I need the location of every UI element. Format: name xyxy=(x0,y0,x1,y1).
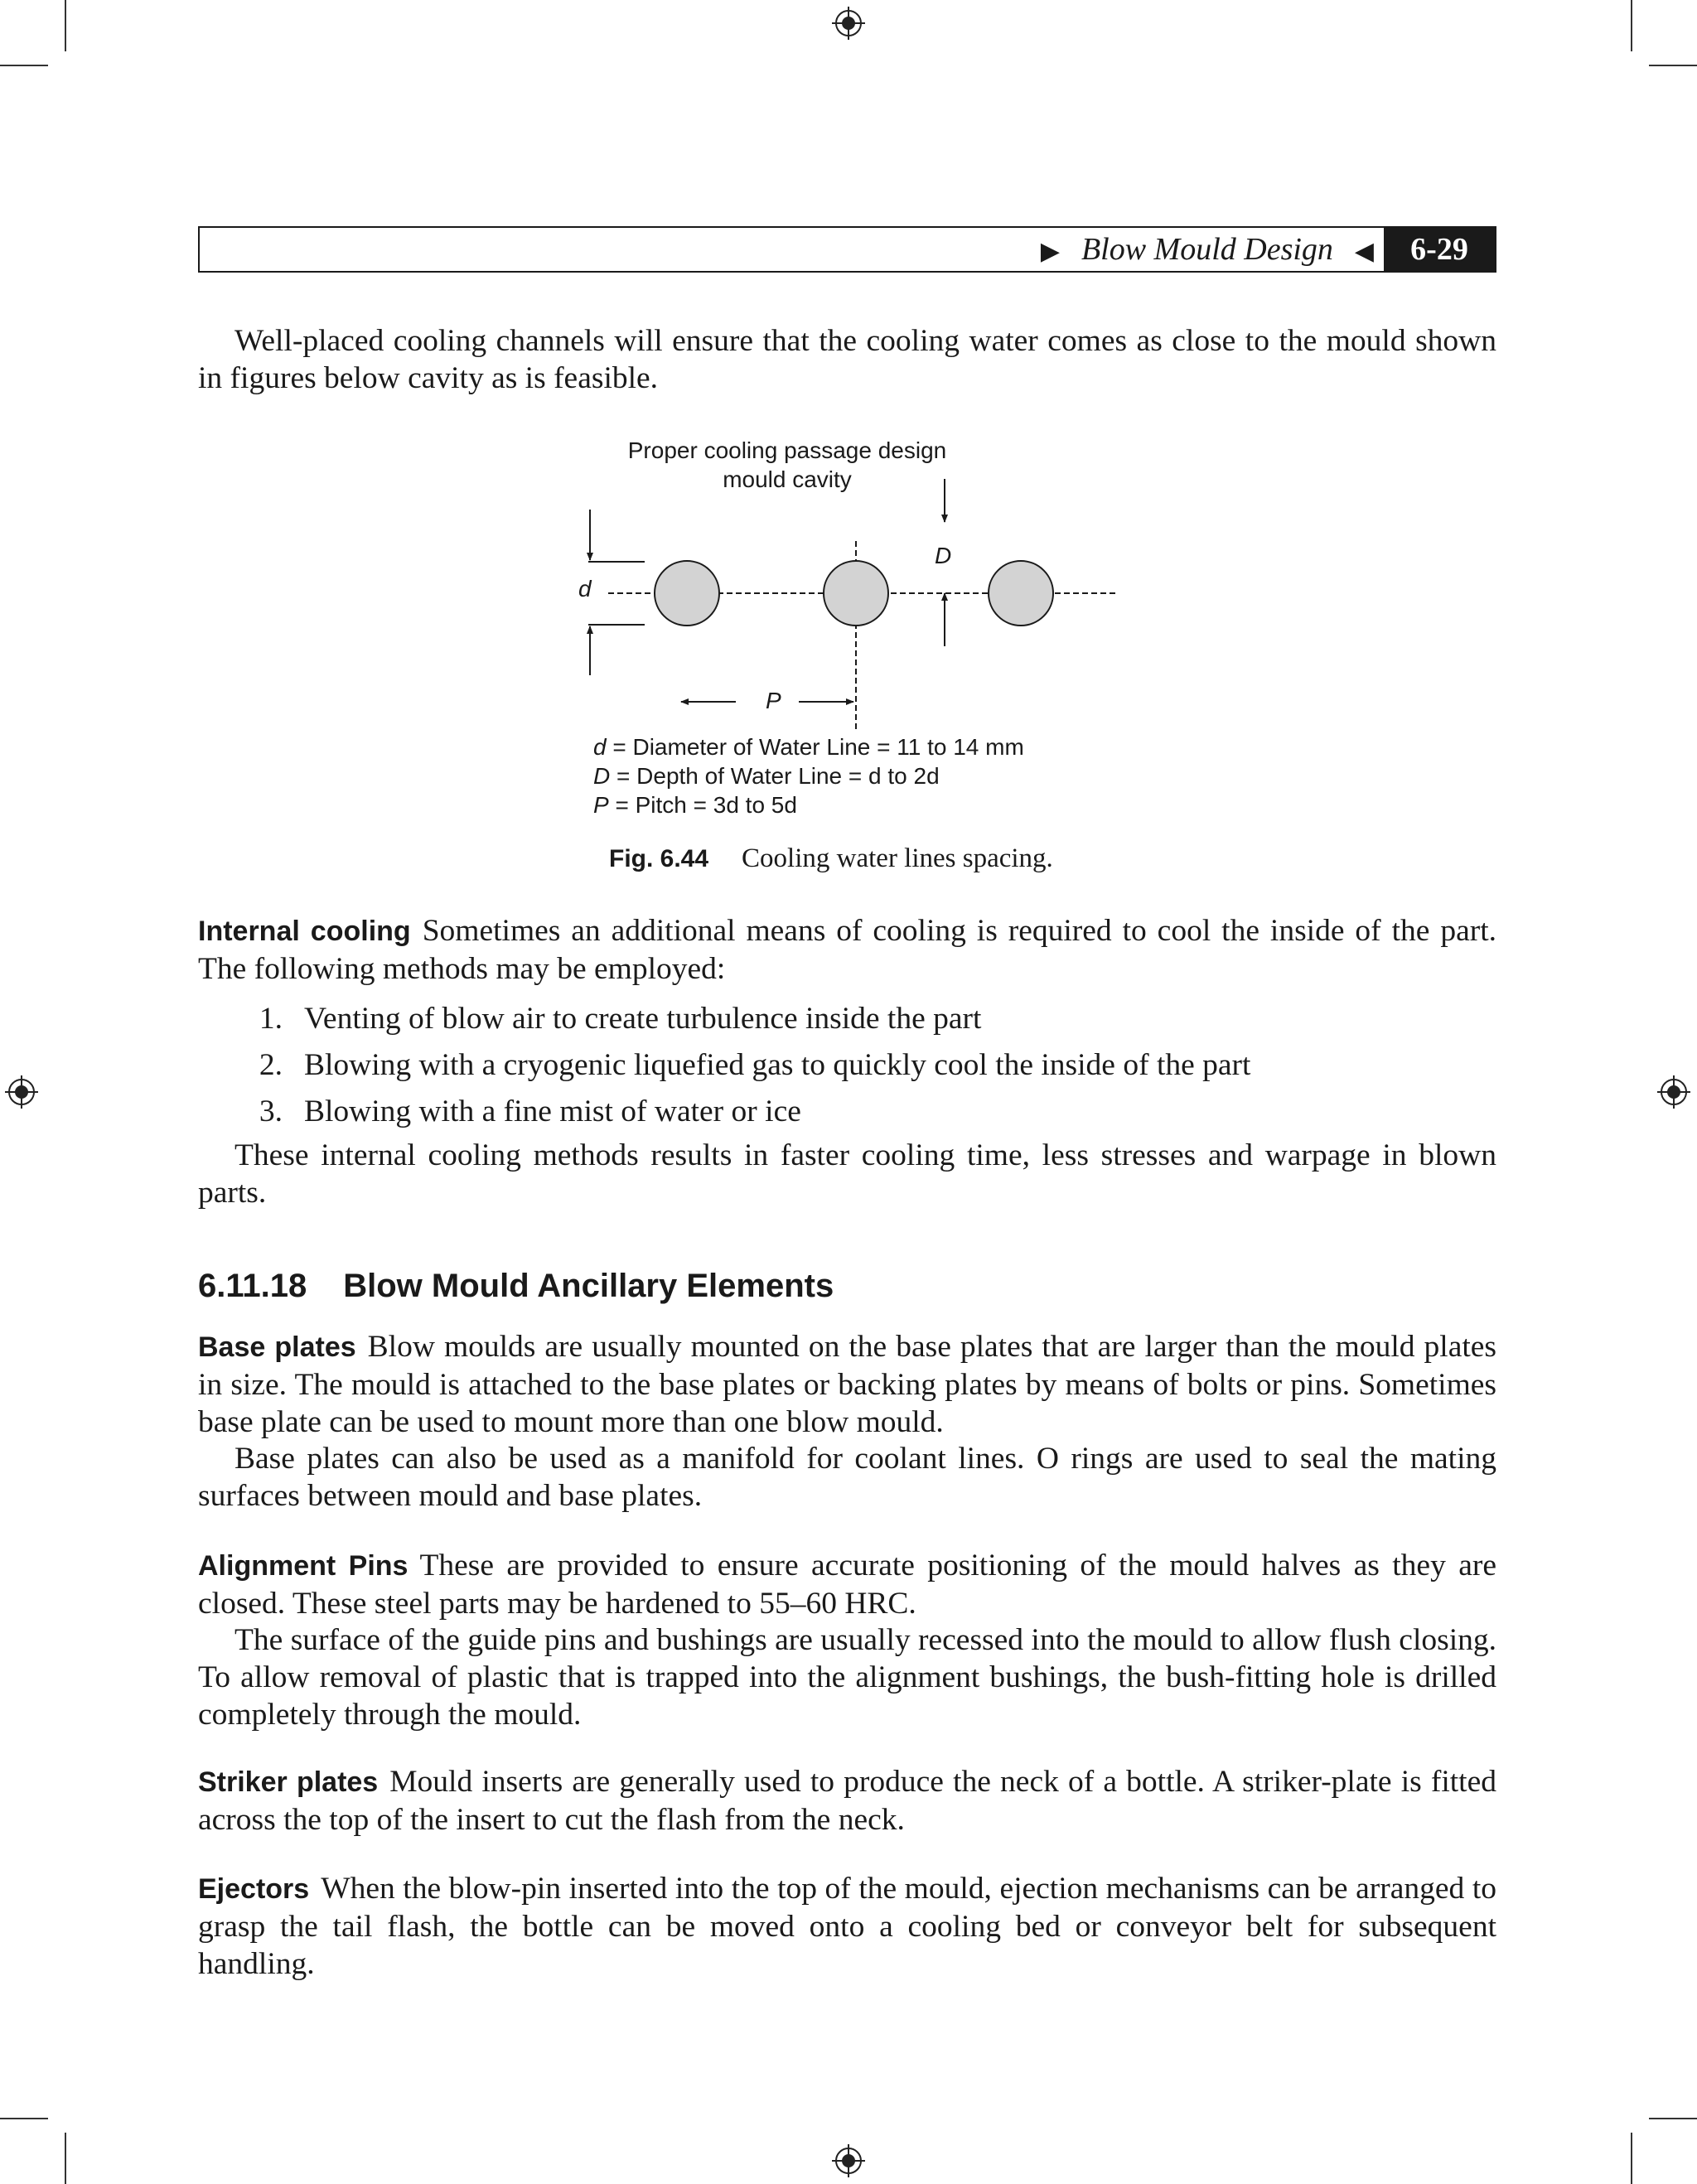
alignment-pins-heading: Alignment Pins xyxy=(198,1550,409,1582)
legend-symbol: P xyxy=(593,792,609,818)
ejectors-paragraph xyxy=(198,1870,1496,1983)
legend-symbol: d xyxy=(593,734,607,760)
figure-title-line1: Proper cooling passage design xyxy=(627,437,947,463)
internal-cooling-closing: These internal cooling methods results in faster cooling time, less stresses and warpage in blown parts. xyxy=(198,1138,1496,1210)
crop-mark xyxy=(1649,2118,1697,2119)
registration-mark-icon xyxy=(3,1074,40,1110)
alignment-pins-paragraph-2: The surface of the guide pins and bushings are usually recessed into the mould to allow flush closing. To allow removal of plastic that is trapped into the alignment bushings, the bush-fitting hole is drilled completely through the mould. xyxy=(198,1623,1496,1732)
section-number: 6.11.18 xyxy=(198,1268,307,1304)
water-line-circle xyxy=(824,561,888,626)
internal-cooling-list xyxy=(198,996,1496,1135)
legend-symbol: D xyxy=(593,763,611,789)
crop-mark xyxy=(0,2118,48,2119)
base-plates-heading: Base plates xyxy=(198,1331,356,1363)
running-header xyxy=(198,226,1496,273)
figure-legend xyxy=(593,732,1024,819)
legend-line xyxy=(593,790,1024,819)
label-D: D xyxy=(935,543,952,568)
list-number: 1. xyxy=(259,1002,283,1036)
section-heading xyxy=(198,1268,834,1305)
ejectors-heading: Ejectors xyxy=(198,1873,310,1905)
striker-plates-heading: Striker plates xyxy=(198,1766,379,1798)
list-item xyxy=(198,1089,1496,1135)
crop-mark xyxy=(1649,65,1697,66)
crop-mark xyxy=(65,2133,66,2184)
ejectors-text: When the blow-pin inserted into the top of the mould, ejection mechanisms can be arranged to grasp the tail flash, the bottle can be moved onto a cooling bed or conveyor belt for subsequent handling. xyxy=(198,1872,1496,1981)
legend-line xyxy=(593,732,1024,761)
legend-text: = Depth of Water Line = d to 2d xyxy=(610,763,940,789)
striker-plates-paragraph xyxy=(198,1763,1496,1839)
label-d: d xyxy=(578,576,592,602)
internal-cooling-text: Sometimes an additional means of cooling is required to cool the inside of the part. The following methods may be employed: xyxy=(198,914,1496,986)
list-text: Venting of blow air to create turbulence inside the part xyxy=(304,1002,982,1036)
list-number: 3. xyxy=(259,1094,283,1128)
crop-mark xyxy=(0,65,48,66)
legend-text: = Pitch = 3d to 5d xyxy=(608,792,797,818)
alignment-pins-text: These are provided to ensure accurate positioning of the mould halves as they are closed. These steel parts may be hardened to 55–60 HRC. xyxy=(198,1549,1496,1621)
alignment-pins-paragraph xyxy=(198,1547,1496,1622)
registration-mark-icon xyxy=(1656,1074,1692,1110)
water-line-circle xyxy=(655,561,719,626)
left-triangle-icon: ◀ xyxy=(1354,238,1374,265)
figure-number: Fig. 6.44 xyxy=(609,845,709,872)
page-number: 6-29 xyxy=(1384,228,1495,271)
base-plates-text: Blow moulds are usually mounted on the base plates that are larger than the mould plates in size. The mould is attached to the base plates or backing plates by means of bolts or pins. Sometimes base plate can be used to mount more than one blow mould. xyxy=(198,1330,1496,1439)
base-plates-paragraph xyxy=(198,1328,1496,1441)
list-text: Blowing with a cryogenic liquefied gas to quickly cool the inside of the part xyxy=(304,1048,1251,1082)
list-item xyxy=(198,1042,1496,1089)
striker-plates-text: Mould inserts are generally used to produce the neck of a bottle. A striker-plate is fitted across the top of the insert to cut the flash from the neck. xyxy=(198,1765,1496,1837)
legend-text: = Diameter of Water Line = 11 to 14 mm xyxy=(606,734,1024,760)
base-plates-paragraph-2: Base plates can also be used as a manifold for coolant lines. O rings are used to seal the mating surfaces between mould and base plates. xyxy=(198,1442,1496,1513)
right-triangle-icon: ▶ xyxy=(1040,238,1060,265)
internal-cooling-paragraph xyxy=(198,912,1496,988)
cooling-channel-diagram xyxy=(563,472,1127,737)
registration-mark-icon xyxy=(830,2143,867,2179)
list-text: Blowing with a fine mist of water or ice xyxy=(304,1094,801,1128)
crop-mark xyxy=(1631,2133,1632,2184)
figure-caption-text: Cooling water lines spacing. xyxy=(742,843,1053,873)
intro-paragraph: Well-placed cooling channels will ensure that the cooling water comes as close to the mould shown in figures below cavity as is feasible. xyxy=(198,324,1496,395)
crop-mark xyxy=(1631,0,1632,51)
legend-line xyxy=(593,761,1024,790)
section-title-text: Blow Mould Ancillary Elements xyxy=(343,1268,834,1304)
list-number: 2. xyxy=(259,1048,283,1082)
figure-caption xyxy=(609,843,1053,874)
header-title xyxy=(1019,228,1395,271)
crop-mark xyxy=(65,0,66,51)
header-title-text: Blow Mould Design xyxy=(1081,232,1333,267)
figure-title-line2: mould cavity xyxy=(723,466,852,492)
internal-cooling-heading: Internal cooling xyxy=(198,916,411,947)
water-line-circle xyxy=(989,561,1053,626)
label-P: P xyxy=(766,688,781,713)
list-item xyxy=(198,996,1496,1042)
registration-mark-icon xyxy=(830,5,867,41)
